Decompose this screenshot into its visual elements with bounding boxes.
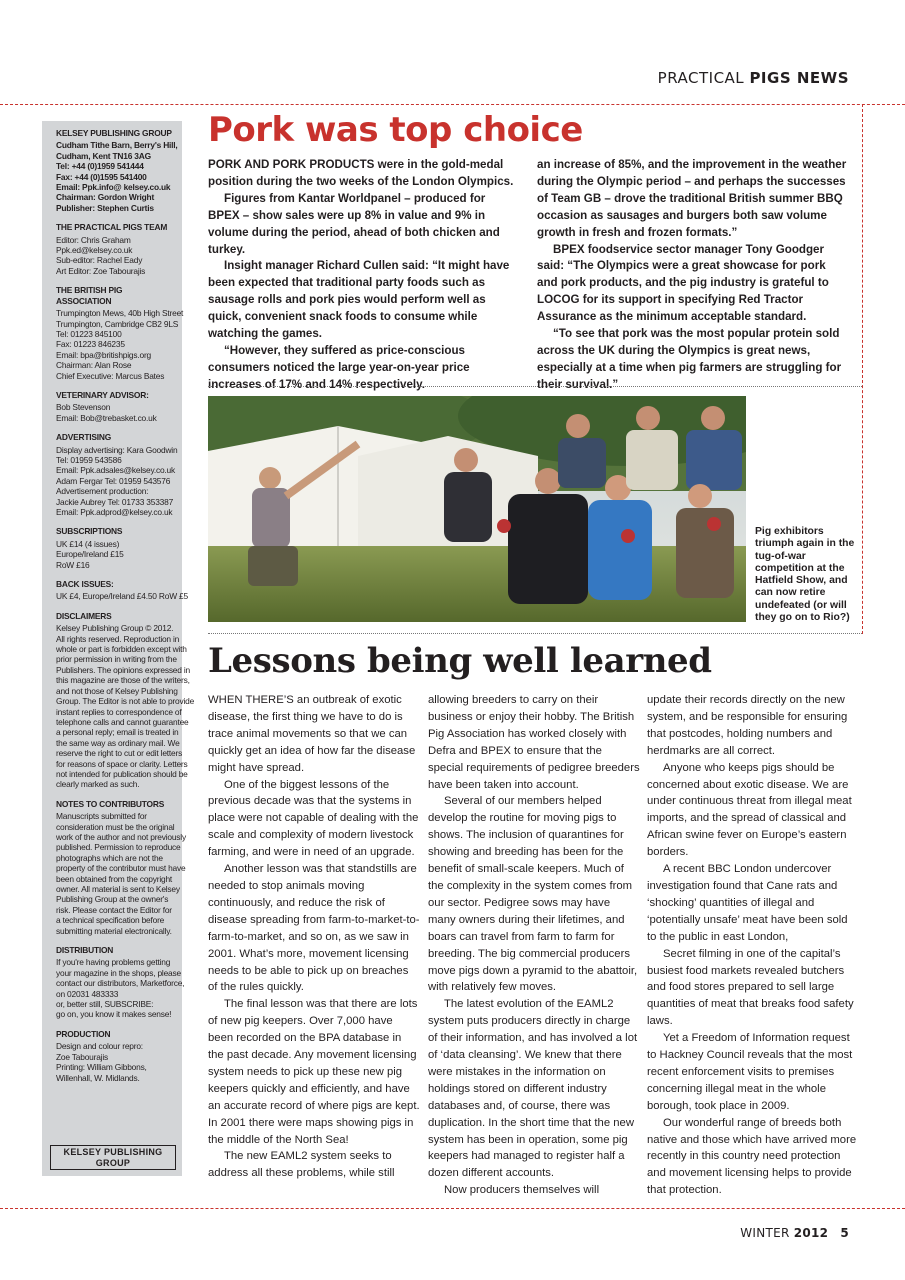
sidebar-line: Sub-editor: Rachel Eady	[56, 255, 143, 266]
paragraph	[647, 692, 859, 760]
page-number: 5	[840, 1226, 849, 1240]
sidebar-line: Design and colour repro:	[56, 1041, 143, 1052]
paragraph-text: Insight manager Richard Cullen said: “It might have been expected that traditional party foods such as sausage rolls and pork pies would perform well as quick, convenient snack foods to consume while watching the games.	[208, 259, 510, 341]
sidebar-line: prior permission in writing from the	[56, 654, 177, 665]
sidebar-line: Group. The Editor is not able to provide	[56, 696, 195, 707]
bottom-divider	[0, 1208, 905, 1209]
paragraph	[428, 692, 640, 793]
sidebar-line: consideration must be the original	[56, 821, 175, 832]
paragraph-text: BPEX foodservice sector manager Tony Goodger said: “The Olympics were a great showcase for pork and pork products, and the pig industry is grateful to LOCOG for its support in specifying Red Tractor Assurance as the minimum acceptable standard.	[537, 242, 829, 324]
paragraph	[208, 692, 420, 777]
sidebar-line: been obtained from the copyright	[56, 873, 173, 884]
paragraph-text: “However, they suffered as price-conscious consumers noticed the large year-on-year price increases of 17% and 14% respectively.	[208, 343, 470, 391]
running-header: PRACTICAL PIGS NEWS	[657, 69, 849, 87]
sidebar-section	[56, 526, 175, 570]
sidebar-line: not intended for publication should be	[56, 768, 188, 779]
sidebar-heading: PRODUCTION	[56, 1028, 111, 1039]
sidebar-line: If you're having problems getting	[56, 957, 171, 968]
paragraph	[537, 242, 849, 327]
sidebar-line: a technical specification before	[56, 915, 165, 926]
sidebar-line: a personal reply; email is treated in	[56, 727, 179, 738]
sidebar-line: UK £4, Europe/Ireland £4.50 RoW £5	[56, 591, 188, 602]
sidebar-line: telephone calls and cannot guarantee	[56, 716, 189, 727]
page-footer: WINTER 2012 5	[740, 1226, 849, 1240]
paragraph	[208, 996, 420, 1148]
sidebar-line: photographs which are not the	[56, 852, 163, 863]
paragraph	[208, 258, 520, 343]
sidebar-line: instant replies to correspondence of	[56, 706, 182, 717]
sidebar-line: contact our distributors, Marketforce,	[56, 978, 185, 989]
paragraph	[647, 1030, 859, 1115]
lead-in: PORK AND PORK PRODUCTS	[208, 158, 375, 171]
sidebar-line: reserve the right to cut or edit letters	[56, 748, 183, 759]
sidebar-line: Willenhall, W. Midlands.	[56, 1072, 140, 1083]
paragraph-text: Now producers themselves will	[444, 1184, 600, 1197]
sidebar-heading: BACK ISSUES:	[56, 579, 114, 590]
paragraph-text: an increase of 85%, and the improvement in the weather during the Olympic period – and perhaps the successes of Team GB – drove the traditional British summer BBQ occasion as sausages and burgers both saw volume growth in fresh and frozen formats.”	[537, 158, 847, 239]
sidebar-line: Advertisement production:	[56, 486, 149, 497]
sidebar-line: RoW £16	[56, 559, 90, 570]
sidebar-line: Publishers. The opinions expressed in	[56, 664, 190, 675]
article1-column-2	[537, 157, 849, 394]
sidebar-heading: KELSEY PUBLISHING GROUP	[56, 128, 172, 138]
paragraph	[428, 793, 640, 996]
sidebar-section	[56, 945, 185, 1020]
paragraph-text: A recent BBC London undercover investigation found that Cane rats and ‘shocking’ quantities of illegal and ‘potentially unsafe’ meat have been sold to the public in east London,	[647, 863, 848, 943]
article2-column-3	[647, 692, 859, 1199]
sidebar-section	[56, 610, 195, 790]
paragraph-text: Yet a Freedom of Information request to Hackney Council reveals that the most recent enforcement visits to premises concerning illegal meat in the whole borough, took place in 2009.	[647, 1032, 853, 1112]
paragraph	[208, 777, 420, 862]
sidebar-line: Tel: +44 (0)1959 541444	[56, 161, 144, 172]
sidebar-line: Art Editor: Zoe Tabourajis	[56, 265, 146, 276]
sidebar-line: published. Permission to reproduce	[56, 842, 181, 853]
paragraph-text: Secret filming in one of the capital’s busiest food markets revealed butchers and food stores prepared to sell large quantities of meat that breaks food safety laws.	[647, 947, 854, 1028]
lead-in: WHEN THERE’S	[208, 694, 294, 706]
sidebar-publisher-logo: KELSEY PUBLISHING GROUP	[50, 1145, 176, 1170]
sidebar-heading: DISCLAIMERS	[56, 610, 112, 621]
sidebar-line: clearly marked as such.	[56, 779, 140, 790]
sidebar-line: Chief Executive: Marcus Bates	[56, 370, 165, 381]
sidebar-section	[56, 285, 184, 381]
paragraph-text: update their records directly on the new system, and be responsible for ensuring that postcodes, holding numbers and herdmarks are all correct.	[647, 694, 848, 757]
sidebar-line: whole or part is forbidden except with	[56, 644, 187, 655]
paragraph-text: One of the biggest lessons of the previous decade was that the systems in place were not capable of dealing with the scale and complexity of modern livestock farming, and were in need of an upgrade.	[208, 778, 419, 859]
sidebar-line: Fax: +44 (0)1595 541400	[56, 171, 147, 182]
sidebar-section	[56, 1029, 175, 1083]
sidebar-line: submitting material electronically.	[56, 925, 172, 936]
article2-headline: Lessons being well learned	[208, 641, 712, 681]
sidebar-line: Email: Ppk.info@ kelsey.co.uk	[56, 182, 171, 193]
sidebar-heading: NOTES TO CONTRIBUTORS	[56, 798, 165, 809]
sidebar-line: All rights reserved. Reproduction in	[56, 633, 180, 644]
article1-divider	[208, 386, 862, 387]
paragraph	[428, 1182, 640, 1199]
paragraph-text: Several of our members helped develop the routine for moving pigs to shows. The inclusion of quarantines for showing and breeding has been for the benefit of small-scale keepers. Much of the complexity in the system comes from our sector. Pedigree sows may have many owners during their lifetimes, and boars can travel from farm to farm for breeding. The big commercial producers move pigs down a pyramid to the abattoir, with relatively few moves.	[428, 795, 638, 994]
sidebar-line: Display advertising: Kara Goodwin	[56, 444, 178, 455]
paragraph-text: were in the gold-medal position during the two weeks of the London Olympics.	[208, 158, 514, 188]
paragraph	[647, 861, 859, 946]
sidebar-heading: DISTRIBUTION	[56, 945, 114, 956]
sidebar-line: for reasons of space or clarity. Letters	[56, 758, 188, 769]
paragraph	[537, 326, 849, 394]
sidebar-line: Editor: Chris Graham	[56, 234, 131, 245]
sidebar-line: Zoe Tabourajis	[56, 1051, 108, 1062]
sidebar-line: Tel: 01959 543586	[56, 454, 122, 465]
paragraph	[208, 1148, 420, 1182]
sidebar-line: Email: bpa@britishpigs.org	[56, 349, 152, 360]
paragraph-text: The final lesson was that there are lots of new pig keepers. Over 7,000 have been recorded on the BPA database in the past decade. Any movement licensing system needs to pick up these new pig keepers quickly and efficiently, and have an accurate record of where pigs are kept. In 2001 there were maps showing pigs in the middle of the North Sea!	[208, 998, 420, 1146]
sidebar-line: risk. Please contact the Editor for	[56, 904, 172, 915]
sidebar-line: go on, you know it makes sense!	[56, 1009, 172, 1020]
paragraph	[428, 996, 640, 1182]
article2-column-1	[208, 692, 420, 1182]
sidebar-line: the same way as ordinary mail. We	[56, 737, 180, 748]
sidebar-line: Adam Fergar Tel: 01959 543576	[56, 475, 171, 486]
sidebar-section	[56, 128, 178, 213]
photo-illustration	[208, 396, 746, 622]
sidebar-line: Chairman: Alan Rose	[56, 360, 132, 371]
sidebar-heading: THE PRACTICAL PIGS TEAM	[56, 222, 168, 233]
sidebar-line: Kelsey Publishing Group © 2012.	[56, 623, 174, 634]
sidebar-line: Trumpington Mews, 40b High Street	[56, 308, 184, 319]
sidebar-line: Manuscripts submitted for	[56, 811, 147, 822]
sidebar-heading: VETERINARY ADVISOR:	[56, 389, 149, 400]
sidebar-section	[56, 390, 175, 423]
paragraph	[537, 157, 849, 242]
sidebar-line: Printing: William Gibbons,	[56, 1062, 147, 1073]
paragraph-text: The latest evolution of the EAML2 system puts producers directly in charge of their information, and has involved a lot of ‘data cleansing’. We knew that there were mistakes in the information on holdings stored on different industry databases and, of course, there was duplication. In the short time that the new system has been in operation, some pig keepers had managed to register half a dozen different accounts.	[428, 998, 638, 1180]
sidebar-line: on 02031 483333	[56, 988, 119, 999]
paragraph	[208, 191, 520, 259]
photo-divider	[208, 633, 862, 634]
paragraph-text: an outbreak of exotic disease, the first thing we have to do is trace animal movements so that we can quickly get an idea of how far the disease might have spread.	[208, 694, 416, 774]
article2-column-2	[428, 692, 640, 1199]
sidebar-line: Bob Stevenson	[56, 402, 111, 413]
right-divider	[862, 104, 863, 634]
paragraph-text: The new EAML2 system seeks to address all these problems, while still	[208, 1150, 395, 1180]
top-divider	[0, 104, 905, 105]
sidebar-line: Cudham Tithe Barn, Berry's Hill,	[56, 140, 178, 151]
sidebar-line: Ppk.ed@kelsey.co.uk	[56, 245, 133, 256]
paragraph-text: Figures from Kantar Worldpanel – produced for BPEX – show sales were up 8% in value and 9% in volume during the period, ahead of both chicken and turkey.	[208, 191, 500, 256]
paragraph	[647, 1115, 859, 1200]
sidebar-line: Trumpington, Cambridge CB2 9LS	[56, 318, 179, 329]
sidebar-section	[56, 579, 188, 602]
sidebar-line: work of the author and not previously	[56, 831, 186, 842]
sidebar-line: Cudham, Kent TN16 3AG	[56, 150, 151, 161]
photo-caption: Pig exhibitors triumph again in the tug-of-war competition at the Hatfield Show, and can now retire undefeated (or will they go on to Rio?)	[755, 526, 855, 624]
paragraph	[208, 861, 420, 996]
sidebar-section	[56, 432, 178, 517]
sidebar-line: or, better still, SUBSCRIBE:	[56, 999, 154, 1010]
sidebar-line: UK £14 (4 issues)	[56, 538, 120, 549]
paragraph-text: “To see that pork was the most popular protein sold across the UK during the Olympics is great news, especially at a time when pig farmers are struggling for their survival.”	[537, 327, 842, 391]
sidebar-line: Fax: 01223 846235	[56, 339, 125, 350]
sidebar-line: Europe/Ireland £15	[56, 549, 124, 560]
masthead-sidebar	[42, 121, 195, 1176]
sidebar-line: Email: Ppk.adsales@kelsey.co.uk	[56, 465, 175, 476]
sidebar-line: Tel: 01223 845100	[56, 328, 122, 339]
sidebar-section	[56, 222, 175, 276]
paragraph-text: Our wonderful range of breeds both native and those which have arrived more recently in this country need protection and movement licensing helps to provide that protection.	[647, 1116, 857, 1197]
sidebar-section	[56, 798, 186, 936]
article1-headline: Pork was top choice	[208, 110, 583, 150]
paragraph	[647, 760, 859, 861]
sidebar-line: Email: Ppk.adprod@kelsey.co.uk	[56, 507, 173, 517]
tug-of-war-team-photo	[208, 396, 746, 622]
paragraph-text: Another lesson was that standstills are needed to stop animals moving continuously, and reduce the risk of disease spreading from farm-to-market-to-farm-to-market, and so on, as we saw in 2001. What’s more, movement licensing needs to be able to pick up on breaches of the rules quickly.	[208, 863, 420, 994]
sidebar-line: Publisher: Stephen Curtis	[56, 202, 154, 213]
sidebar-line: this magazine are those of the writers,	[56, 675, 190, 686]
sidebar-line: Jackie Aubrey Tel: 01733 353387	[56, 496, 174, 507]
paragraph-text: Anyone who keeps pigs should be concerned about exotic disease. We are under continuous threat from illegal meat imports, and the spread of classical and African swine fever on Europe’s eastern borders.	[647, 761, 852, 859]
sidebar-heading: ADVERTISING	[56, 432, 112, 443]
sidebar-line: owner. All material is sent to Kelsey	[56, 884, 180, 894]
sidebar-line: Chairman: Gordon Wright	[56, 192, 155, 203]
paragraph	[208, 157, 520, 191]
sidebar-line: Email: Bob@trebasket.co.uk	[56, 412, 157, 423]
sidebar-line: Publishing Group at the owner's	[56, 894, 169, 905]
paragraph-text: allowing breeders to carry on their business or enjoy their hobby. The British Pig Association has worked closely with Defra and BPEX to ensure that the special requirements of pedigree breeders have been taken into account.	[428, 694, 640, 791]
sidebar-line: your magazine in the shops, please	[56, 967, 181, 978]
sidebar-heading: THE BRITISH PIG ASSOCIATION	[56, 285, 123, 306]
paragraph	[647, 946, 859, 1031]
sidebar-line: and not those of Kelsey Publishing	[56, 685, 178, 696]
sidebar-line: property of the contributor must have	[56, 863, 186, 874]
sidebar-heading: SUBSCRIPTIONS	[56, 526, 123, 537]
